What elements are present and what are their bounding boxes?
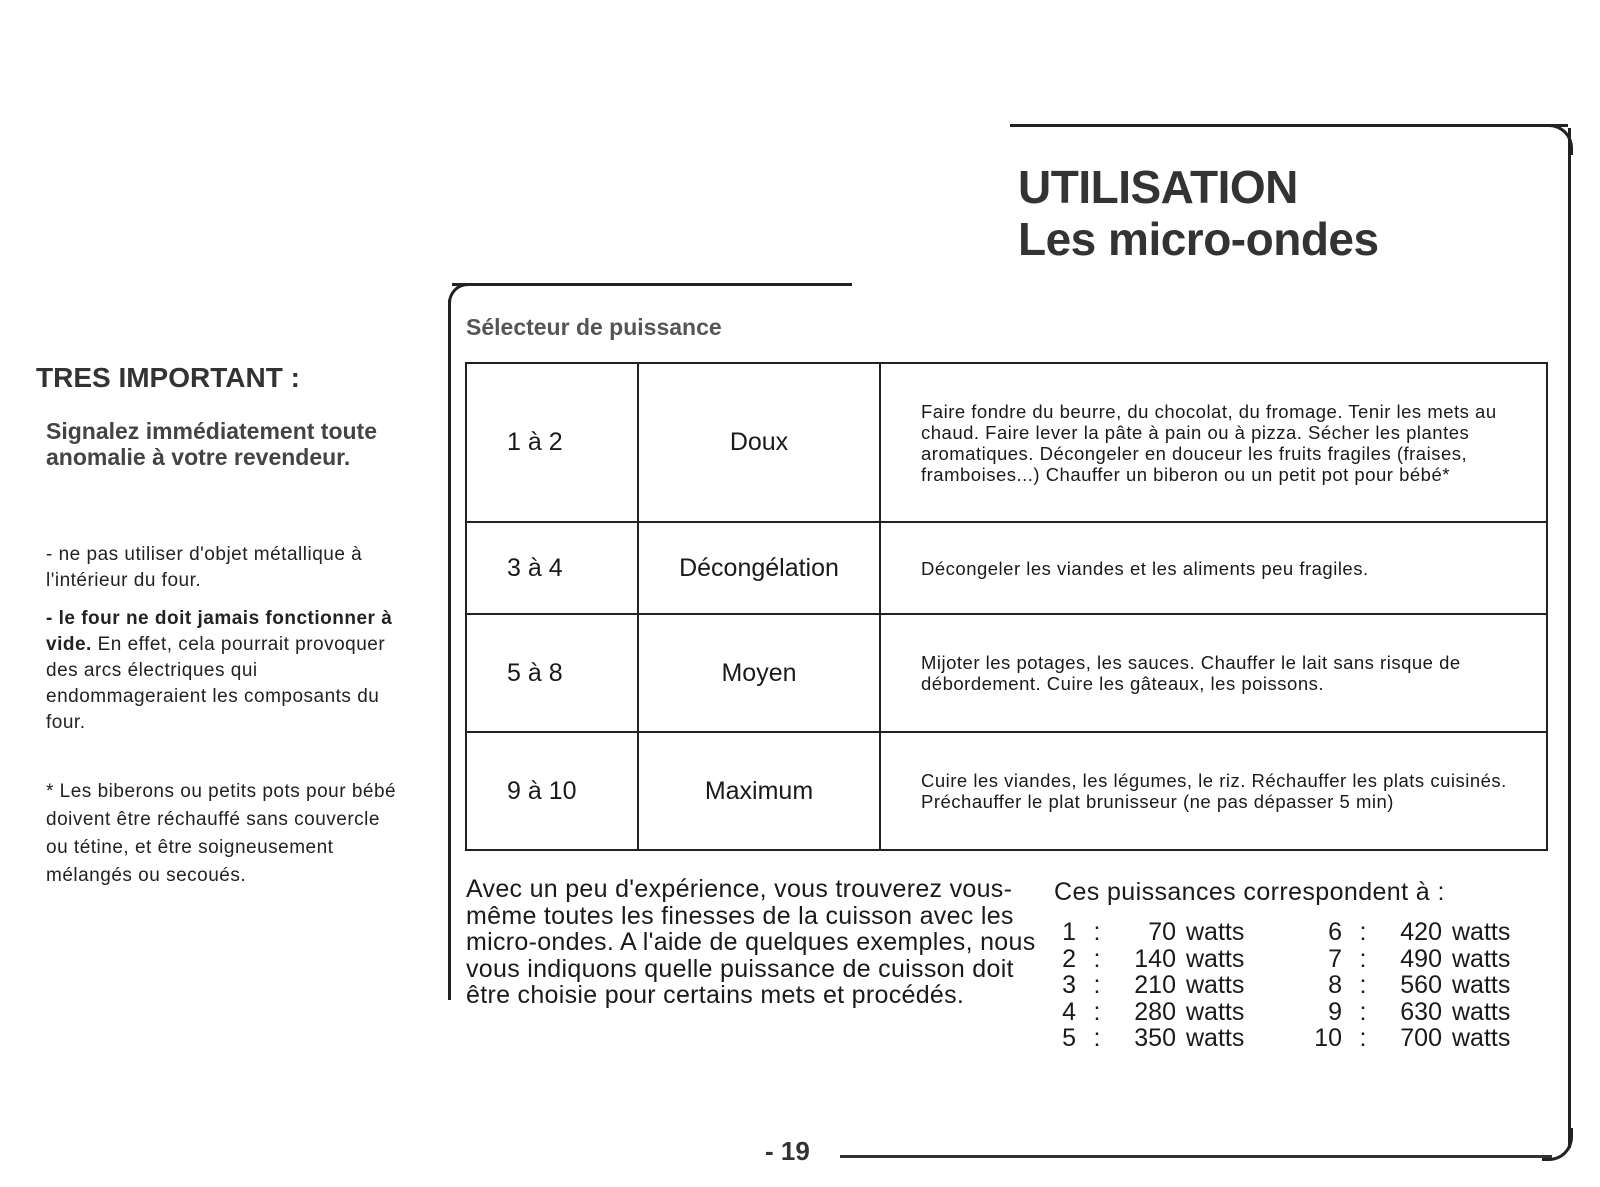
watts-unit: watts bbox=[1186, 971, 1245, 999]
header-rule bbox=[1010, 124, 1568, 127]
note-empty-oven-rest: En effet, cela pourrait provoquer des arcs électriques qui endommageraient les composants du four. bbox=[46, 634, 386, 733]
watts-value: 350 bbox=[1134, 1024, 1176, 1052]
note-metal-objects: - ne pas utiliser d'objet métallique à l'intérieur du four. bbox=[46, 544, 363, 591]
note-empty-oven-bold: - le four ne doit jamais fonctionner à vide. bbox=[46, 608, 393, 655]
power-step: 5 bbox=[1062, 1024, 1076, 1052]
power-mode: Maximum bbox=[638, 732, 880, 850]
separator: : bbox=[1093, 944, 1101, 973]
watts-unit: watts bbox=[1452, 997, 1511, 1026]
watts-unit: watts bbox=[1452, 944, 1511, 973]
power-step: 9 bbox=[1328, 997, 1342, 1026]
power-mode: Doux bbox=[638, 363, 880, 522]
important-text: Signalez immédiatement toute anomalie à votre revendeur. bbox=[46, 418, 378, 470]
note-empty-oven bbox=[46, 606, 416, 736]
power-step: 10 bbox=[1314, 1024, 1342, 1052]
watts-unit: watts bbox=[1452, 1024, 1511, 1052]
power-step: 8 bbox=[1328, 971, 1342, 999]
watts-unit: watts bbox=[1186, 944, 1245, 973]
watts-value: 630 bbox=[1400, 997, 1442, 1026]
power-level: 3 à 4 bbox=[466, 522, 638, 614]
watts-value: 140 bbox=[1134, 944, 1176, 973]
frame-right-rule bbox=[1568, 128, 1571, 1148]
page-title: UTILISATION bbox=[1018, 161, 1298, 213]
power-level: 5 à 8 bbox=[466, 614, 638, 732]
power-description: Décongeler les viandes et les aliments peu fragiles. bbox=[880, 522, 1547, 614]
power-step: 3 bbox=[1062, 971, 1076, 999]
separator: : bbox=[1359, 918, 1367, 946]
power-step: 6 bbox=[1328, 918, 1342, 946]
power-description: Mijoter les potages, les sauces. Chauffer le lait sans risque de débordement. Cuire les gâteaux, les poissons. bbox=[880, 614, 1547, 732]
power-mode: Moyen bbox=[638, 614, 880, 732]
section-bracket-corner bbox=[448, 283, 475, 310]
note-baby-bottles: * Les biberons ou petits pots pour bébé doivent être réchauffé sans couvercle ou tétine, et être soigneusement mélangés ou secoués. bbox=[46, 781, 397, 886]
table-row bbox=[466, 522, 1547, 614]
power-step: 2 bbox=[1062, 944, 1076, 973]
power-description: Faire fondre du beurre, du chocolat, du fromage. Tenir les mets au chaud. Faire lever la pâte à pain ou à pizza. Sécher les plantes aromatiques. Décongeler en douceur les fruits fragiles (fraises, framboises...) Chauffer un biberon ou un petit pot pour bébé* bbox=[880, 363, 1547, 522]
watts-value: 560 bbox=[1400, 971, 1442, 999]
watts-value: 490 bbox=[1400, 944, 1442, 973]
separator: : bbox=[1093, 971, 1101, 999]
footer-rule bbox=[840, 1155, 1552, 1158]
power-step: 1 bbox=[1062, 918, 1076, 946]
separator: : bbox=[1093, 918, 1101, 946]
watts-heading: Ces puissances correspondent à : bbox=[1054, 878, 1445, 906]
intro-paragraph: Avec un peu d'expérience, vous trouverez vous-même toutes les finesses de la cuisson avec les micro-ondes. A l'aide de quelques exemples, nous vous indiquons quelle puissance de cuisson doit être choisie pour certains mets et procédés. bbox=[466, 875, 1036, 1009]
watts-value: 70 bbox=[1148, 918, 1176, 946]
table-row bbox=[466, 363, 1547, 522]
power-level: 1 à 2 bbox=[466, 363, 638, 522]
separator: : bbox=[1359, 997, 1367, 1026]
important-heading: TRES IMPORTANT : bbox=[36, 362, 300, 393]
table-row bbox=[466, 732, 1547, 850]
power-step: 7 bbox=[1328, 944, 1342, 973]
power-step: 4 bbox=[1062, 997, 1076, 1026]
section-bracket-left bbox=[448, 300, 451, 1000]
page-subtitle: Les micro-ondes bbox=[1018, 213, 1379, 265]
watts-value: 700 bbox=[1400, 1024, 1442, 1052]
watts-unit: watts bbox=[1186, 1024, 1245, 1052]
power-level: 9 à 10 bbox=[466, 732, 638, 850]
selector-label: Sélecteur de puissance bbox=[466, 314, 722, 340]
power-description: Cuire les viandes, les légumes, le riz. Réchauffer les plats cuisinés. Préchauffer le plat brunisseur (ne pas dépasser 5 min) bbox=[880, 732, 1547, 850]
watts-value: 280 bbox=[1134, 997, 1176, 1026]
separator: : bbox=[1359, 1024, 1367, 1052]
page-number: - 19 bbox=[765, 1136, 810, 1166]
watts-value: 210 bbox=[1134, 971, 1176, 999]
table-row bbox=[466, 614, 1547, 732]
power-mode: Décongélation bbox=[638, 522, 880, 614]
watts-value: 420 bbox=[1400, 918, 1442, 946]
separator: : bbox=[1359, 971, 1367, 999]
section-bracket-top bbox=[452, 283, 852, 286]
watts-unit: watts bbox=[1186, 997, 1245, 1026]
watts-unit: watts bbox=[1186, 918, 1245, 946]
separator: : bbox=[1093, 997, 1101, 1026]
power-table bbox=[465, 362, 1548, 851]
watts-unit: watts bbox=[1452, 971, 1511, 999]
separator: : bbox=[1093, 1024, 1101, 1052]
watts-unit: watts bbox=[1452, 918, 1511, 946]
separator: : bbox=[1359, 944, 1367, 973]
